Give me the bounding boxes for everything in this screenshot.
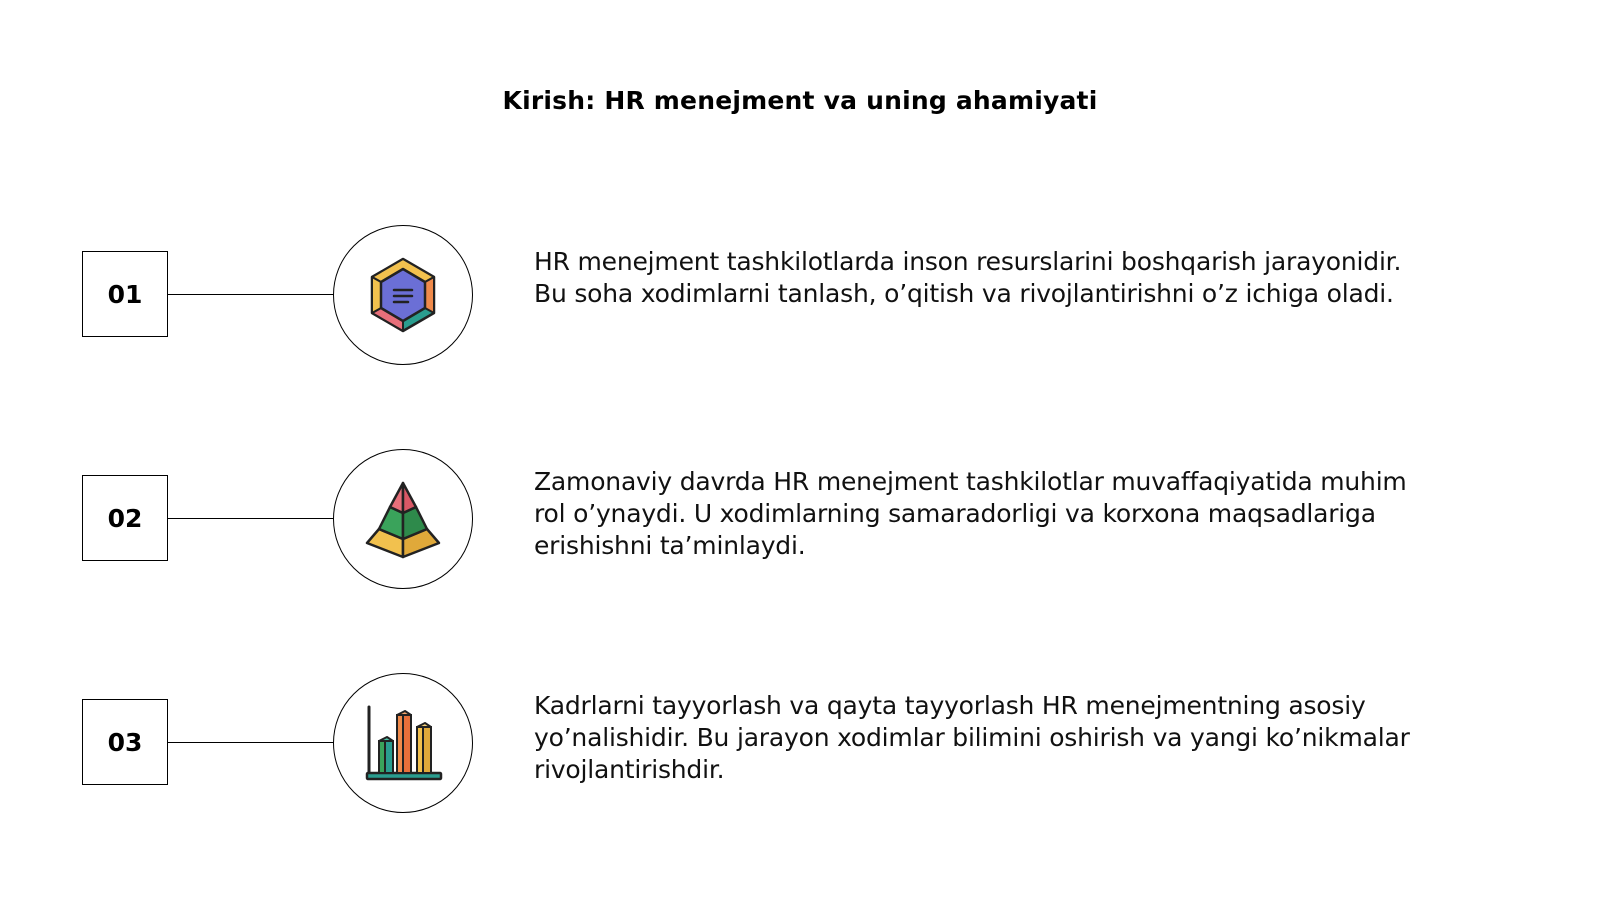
description-line: erishishni ta’minlaydi. xyxy=(534,531,806,560)
step-number-box xyxy=(82,475,168,561)
hexagon-message-icon xyxy=(363,255,443,335)
pyramid-icon xyxy=(361,477,445,561)
step-description xyxy=(534,690,1544,786)
bar-chart-icon xyxy=(361,701,445,785)
step-number: 02 xyxy=(107,503,143,533)
step-number: 01 xyxy=(107,279,143,309)
slide-title: Kirish: HR menejment va uning ahamiyati xyxy=(502,86,1098,115)
step-description xyxy=(534,246,1544,310)
description-line: yo’nalishidir. Bu jarayon xodimlar bilimini oshirish va yangi ko’nikmalar xyxy=(534,723,1410,752)
description-line: Kadrlarni tayyorlash va qayta tayyorlash HR menejmentning asosiy xyxy=(534,691,1366,720)
description-line: Zamonaviy davrda HR menejment tashkilotlar muvaffaqiyatida muhim xyxy=(534,467,1407,496)
description-line: rol o’ynaydi. U xodimlarning samaradorligi va korxona maqsadlariga xyxy=(534,499,1376,528)
description-line: Bu soha xodimlarni tanlash, o’qitish va rivojlantirishni o’z ichiga oladi. xyxy=(534,279,1394,308)
icon-circle xyxy=(333,225,473,365)
step-number-box xyxy=(82,699,168,785)
step-number: 03 xyxy=(107,727,143,757)
description-line: HR menejment tashkilotlarda inson resurslarini boshqarish jarayonidir. xyxy=(534,247,1402,276)
step-description xyxy=(534,466,1544,562)
description-line: rivojlantirishdir. xyxy=(534,755,725,784)
icon-circle xyxy=(333,449,473,589)
icon-circle xyxy=(333,673,473,813)
connector-line xyxy=(168,742,334,743)
connector-line xyxy=(168,518,334,519)
connector-line xyxy=(168,294,334,295)
step-number-box xyxy=(82,251,168,337)
